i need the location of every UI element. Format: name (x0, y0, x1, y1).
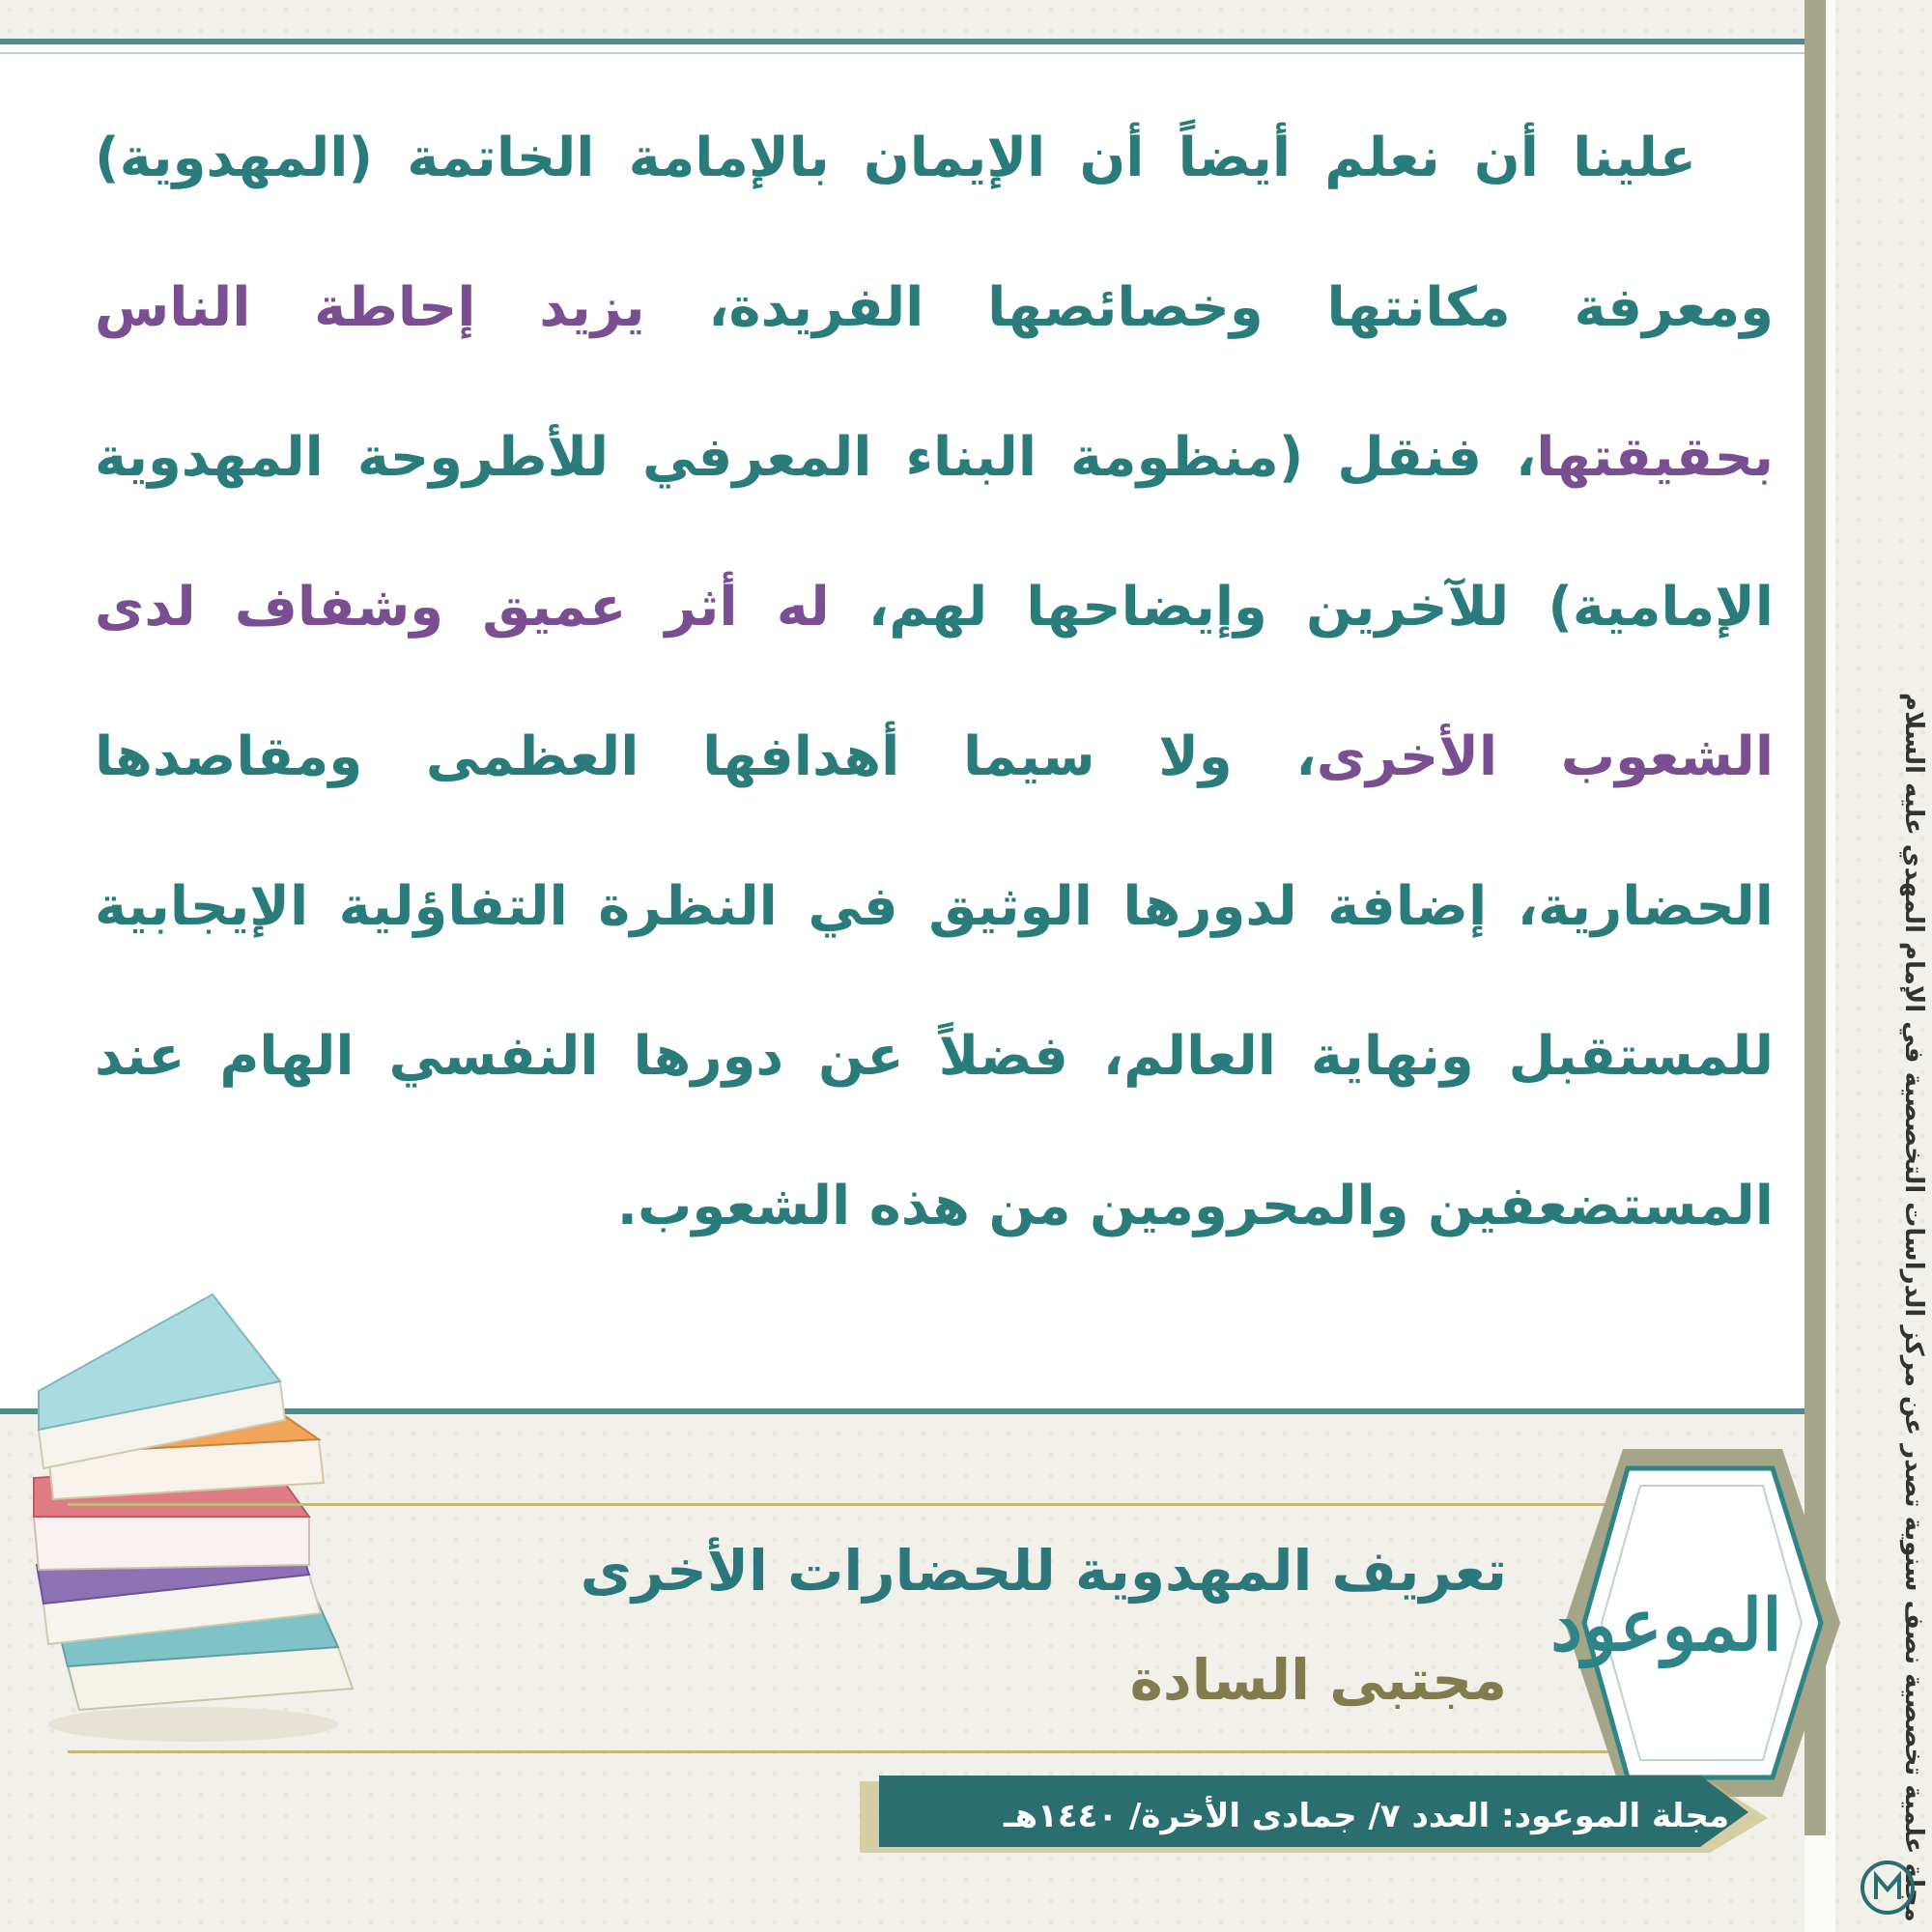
article-highlight-1: يزيد إحاطة الناس بحقيقتها (95, 276, 1774, 489)
title-band-bottom-line (68, 1750, 1633, 1753)
panel-divider (0, 52, 1804, 54)
article-text-3: ، ولا سيما أهدافها العظمى ومقاصدها الحضارية، إضافة لدورها الوثيق في النظرة التفاؤلية الإيجابية للمستقبل ونهاية العالم، فضلاً عن دورها النفسي الهام عند المستضعفين والمحرومين من هذه الشعوب. (95, 725, 1774, 1237)
article-text-2: ، فنقل (منظومة البناء المعرفي للأطروحة المهدوية الإمامية) للآخرين وإيضاحها لهم، (95, 426, 1774, 639)
article-body (95, 83, 1774, 1378)
books-stack-icon (19, 1285, 367, 1748)
page-title: تعريف المهدوية للحضارات الأخرى (580, 1538, 1507, 1604)
logo-text: الموعود (1550, 1584, 1782, 1667)
title-band-top-line (68, 1503, 1633, 1506)
corner-emblem-icon (1859, 1859, 1917, 1917)
article-text-1: علينا أن نعلم أيضاً أن الإيمان بالإمامة الخاتمة (المهدوية) ومعرفة مكانتها وخصائصها الفريدة، (95, 127, 1774, 339)
issue-info: مجلة الموعود: العدد ٧/ جمادى الأخرة/ ١٤٤٠هـ (1003, 1797, 1729, 1835)
journal-description: مجلة علمية تخصصية نصف سنوية تصدر عن مركز الدراسات التخصصية في الإمام المهدي عليه السلام (1899, 693, 1928, 1922)
author-name: مجتبى السادة (1129, 1647, 1507, 1713)
article-highlight-2: له أثر عميق وشفاف لدى الشعوب الأخرى (95, 576, 1774, 788)
